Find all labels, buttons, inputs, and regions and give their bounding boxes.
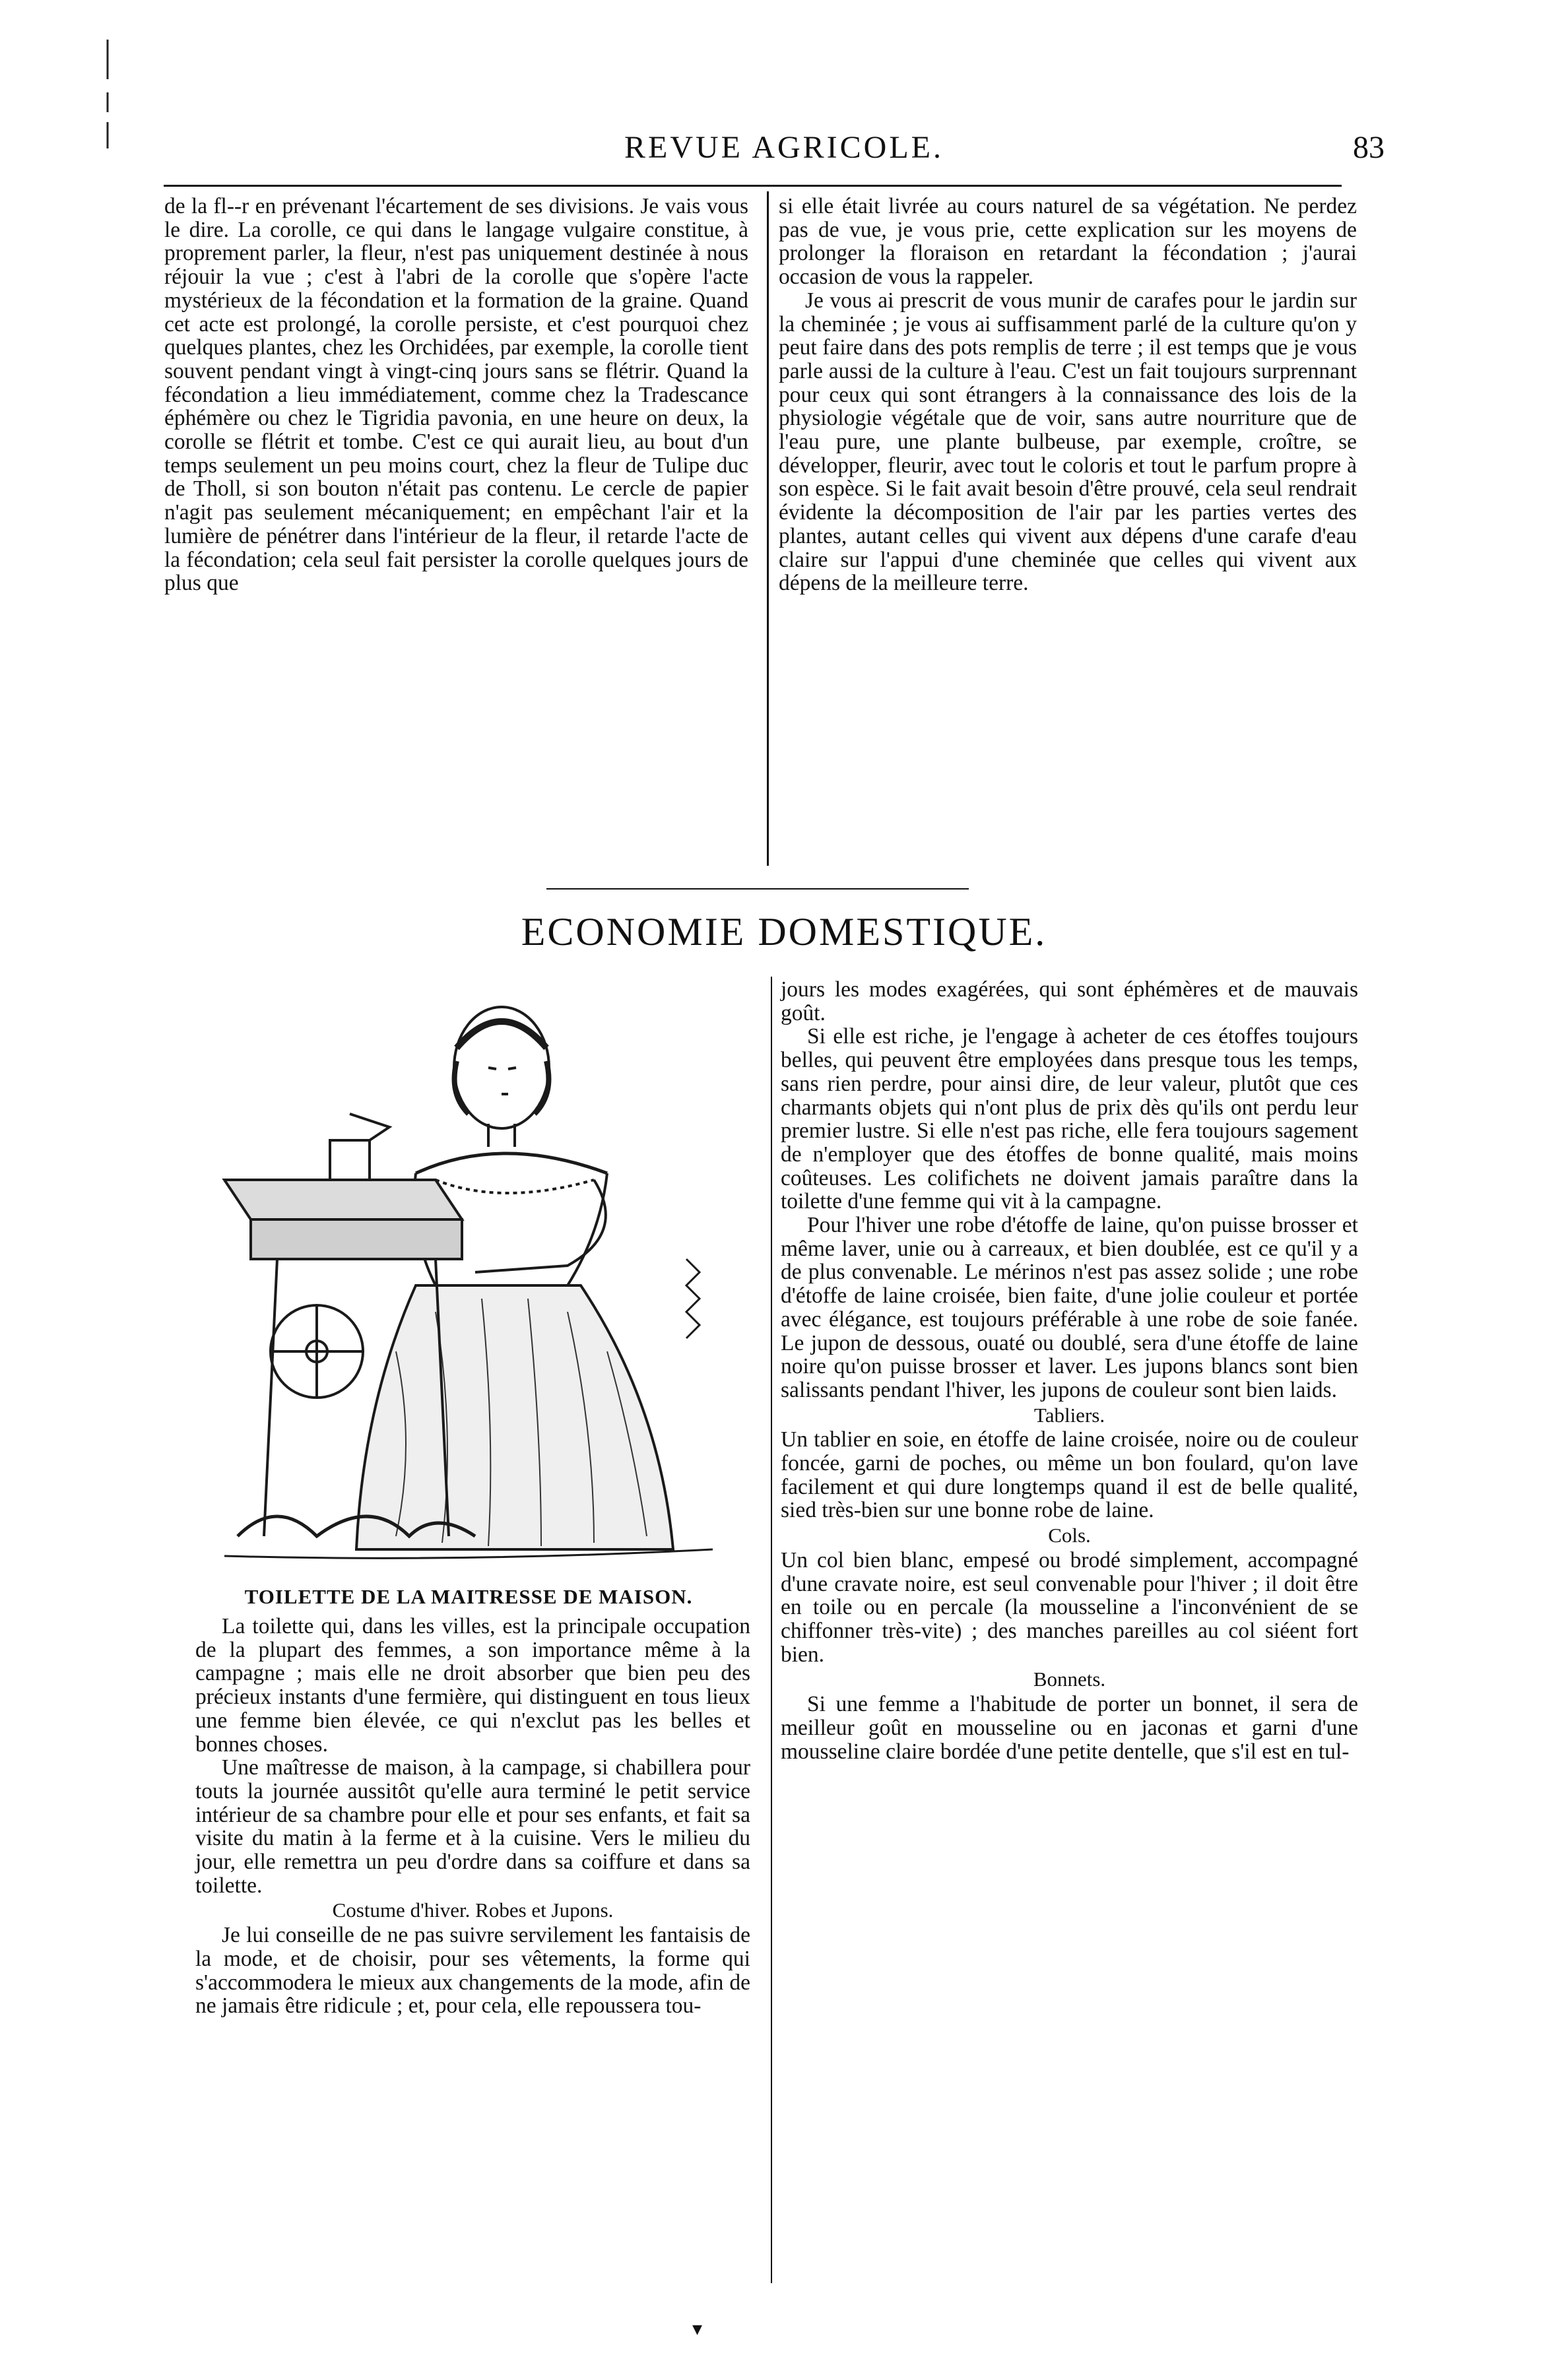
- running-header-title: REVUE AGRICOLE.: [624, 130, 944, 165]
- paragraph: La toilette qui, dans les villes, est la principale occupation de la plupart des femmes, a son importance même à la campagne ; mais elle ne droit absorber que bien peu des précieux instants d'une fermière, qui distinguent en tous lieux une femme bien élevée, ce qui n'exclut pas les belles et bonnes choses.: [195, 1614, 750, 1757]
- footer-ink-mark: ▾: [692, 2318, 703, 2340]
- section-rule: [546, 888, 969, 890]
- paragraph: Un tablier en soie, en étoffe de laine croisée, noire ou de couleur foncée, garni de poches, ou même un bon foulard, qu'on lave facilement et qui dure longtemps quand il est de belle qualité, sied très-bien sur une bonne robe de laine.: [781, 1427, 1358, 1523]
- page-number: 83: [1353, 130, 1385, 165]
- paragraph: de la fl‐‐r en prévenant l'écartement de ses divisions. Je vais vous le dire. La corolle, ce qui dans le langage vulgaire constitue, à proprement parler, la fleur, n'est pas uniquement destinée à nous réjouir la vue ; c'est à l'abri de la corolle que s'opère l'acte mystérieux de la fécondation et la formation de la graine. Quand cet acte est prolongé, la corolle persiste, et c'est pourquoi chez quelques plantes, chez les Orchidées, par exemple, la corolle tient souvent pendant vingt à vingt-cinq jours sans se flétrir. Quand la fécondation a lieu immédiatement, comme chez la Tradescance éphémère ou chez le Tigridia pavonia, en une heure on deux, la corolle se flétrit et tombe. C'est ce qui aurait lieu, au bout d'un temps seulement un peu moins court, chez la fleur de Tulipe duc de Tholl, si son bouton n'était pas contenu. Le cercle de papier n'agit pas seulement mécaniquement; en empêchant l'air et la lumière de pénétrer dans l'intérieur de la fleur, il retarde l'acte de la fécondation; cela seul fait persister la corolle quelques jours de plus que: [164, 194, 748, 596]
- paragraph: Pour l'hiver une robe d'étoffe de laine, qu'on puisse brosser et même laver, unie ou à carreaux, et bien doublée, est ce qu'il y a de plus convenable. Le mérinos n'est pas assez solide ; une robe d'étoffe de laine croisée, bien faite, d'une jolie couleur et portée avec élégance, est toujours préférable à une robe de soie fanée. Le jupon de dessous, ouaté ou doublé, sera d'une étoffe de laine noire qu'on puisse brosser et laver. Les jupons blancs sont bien salissants pendant l'hiver, les jupons de couleur sont bien laids.: [781, 1213, 1358, 1402]
- paragraph: si elle était livrée au cours naturel de sa végétation. Ne perdez pas de vue, je vous prie, cette explication sur les moyens de prolonger la floraison en retardant la fécondation ; j'aurai occasion de vous la rappeler.: [779, 194, 1357, 290]
- bottom-column-divider: [771, 977, 772, 2283]
- paragraph: Si une femme a l'habitude de porter un bonnet, il sera de meilleur goût en mousseline ou en jaconas et garni d'une mousseline claire bordée d'une petite dentelle, que s'il est en tul-: [781, 1692, 1358, 1764]
- top-left-column: [164, 195, 748, 595]
- paragraph: Une maîtresse de maison, à la campage, si chabillera pour touts la journée aussitôt qu'elle aura terminé le petit service intérieur de sa chambre pour elle et pour ses enfants, et fait sa visite du matin à la ferme et à la cuisine. Vers le milieu du jour, elle remettra un peu d'ordre dans sa coiffure et dans sa toilette.: [195, 1755, 750, 1898]
- section-title: ECONOMIE DOMESTIQUE.: [521, 910, 1047, 954]
- illustration-woman-at-sewing-machine: [198, 982, 726, 1576]
- top-right-column: [779, 195, 1357, 595]
- bottom-left-column: [195, 1615, 750, 2018]
- subheading-tabliers: Tabliers.: [1033, 1403, 1105, 1427]
- top-column-divider: [767, 191, 769, 866]
- subheading-bonnets: Bonnets.: [1033, 1668, 1106, 1691]
- paragraph: jours les modes exagérées, qui sont éphémères et de mauvais goût.: [781, 977, 1358, 1025]
- subheading-costume-hiver: Costume d'hiver. Robes et Jupons.: [332, 1898, 614, 1922]
- paragraph: Un col bien blanc, empesé ou brodé simplement, accompagné d'une cravate noire, est seul convenable pour l'hiver ; il doit être en toile ou en percale (la mousseline a l'inconvénient de se chiffonner très-vite) ; des manches pareilles au col siéent fort bien.: [781, 1547, 1358, 1667]
- bottom-right-column: [781, 978, 1358, 1763]
- header-rule: [164, 185, 1342, 187]
- subheading-cols: Cols.: [1048, 1524, 1091, 1547]
- illustration-caption: TOILETTE DE LA MAITRESSE DE MAISON.: [244, 1585, 693, 1608]
- paragraph: Je lui conseille de ne pas suivre servilement les fantaisis de la mode, et de choisir, pour ses vêtements, la forme qui s'accommodera le mieux aux changements de la mode, afin de ne jamais être ridicule ; et, pour cela, elle repoussera tou-: [195, 1923, 750, 2019]
- paragraph: Si elle est riche, je l'engage à acheter de ces étoffes toujours belles, qui peuvent être employées dans presque tous les temps, sans rien perdre, pour ainsi dire, de leur valeur, plutôt que ces charmants objets qui n'ont plus de prix dès qu'ils ont perdu leur premier lustre. Si elle n'est pas riche, elle fera toujours sagement de n'employer que des étoffes de bonne qualité, mais moins coûteuses. Les colifichets ne doivent jamais paraître dans la toilette d'une femme qui vit à la campagne.: [781, 1024, 1358, 1214]
- paragraph: Je vous ai prescrit de vous munir de carafes pour le jardin sur la cheminée ; je vous ai suffisamment parlé de la culture qu'on y peut faire dans des pots remplis de terre ; il est temps que je vous parle aussi de la culture à l'eau. C'est un fait toujours surprennant pour ceux qui sont étrangers à la connaissance des lois de la physiologie végétale que de voir, sans autre nourriture que de l'eau pure, une plante bulbeuse, par exemple, croître, se développer, fleurir, avec tout le coloris et tout le parfum propre à son espèce. Si le fait avait besoin d'être prouvé, cela seul rendrait évidente la décomposition de l'air par les parties vertes des plantes, autant celles qui vivent aux dépens d'une carafe d'eau claire sur l'appui d'une cheminée que celles qui vivent aux dépens de la meilleure terre.: [779, 288, 1357, 596]
